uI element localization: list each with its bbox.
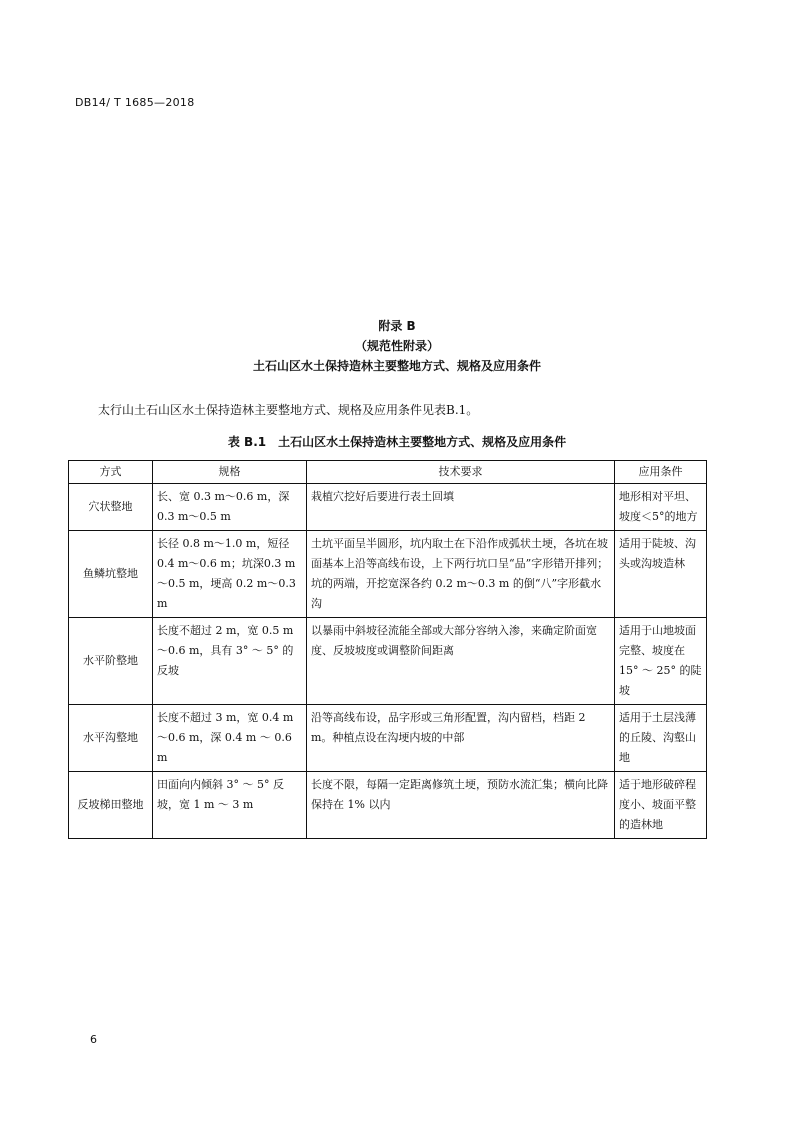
requirement-cell: 土坑平面呈半圆形，坑内取土在下沿作成弧状土埂，各坑在坡面基本上沿等高线布设，上下两行坑口呈“品”字形错开排列；坑的两端，开挖宽深各约 0.2 m～0.3 m 的倒“八”字形截水沟 [307, 531, 615, 618]
table-row [69, 705, 707, 772]
condition-cell: 适于地形破碎程度小、坡面平整的造林地 [615, 772, 707, 839]
condition-cell: 适用于山地坡面完整、坡度在 15° ～ 25° 的陡坡 [615, 618, 707, 705]
appendix-title: 土石山区水土保持造林主要整地方式、规格及应用条件 [252, 359, 541, 373]
method-cell: 鱼鳞坑整地 [69, 531, 153, 618]
table-row [69, 531, 707, 618]
spec-cell: 长径 0.8 m～1.0 m，短径 0.4 m～0.6 m；坑深0.3 m～0.5 m，埂高 0.2 m～0.3 m [153, 531, 307, 618]
site-preparation-table [68, 460, 707, 839]
condition-cell: 适用于土层浅薄的丘陵、沟壑山地 [615, 705, 707, 772]
method-cell: 水平沟整地 [69, 705, 153, 772]
table-row [69, 484, 707, 531]
spec-cell: 长、宽 0.3 m～0.6 m，深 0.3 m～0.5 m [153, 484, 307, 531]
appendix-label: 附录 B [378, 319, 416, 333]
spec-cell: 田面向内倾斜 3° ～ 5° 反坡，宽 1 m ～ 3 m [153, 772, 307, 839]
condition-cell: 适用于陡坡、沟头或沟坡造林 [615, 531, 707, 618]
table-row [69, 772, 707, 839]
requirement-cell: 沿等高线布设，品字形或三角形配置，沟内留档，档距 2 m。种植点设在沟埂内坡的中部 [307, 705, 615, 772]
table-row [69, 618, 707, 705]
appendix-type: （规范性附录） [354, 339, 439, 353]
method-cell: 水平阶整地 [69, 618, 153, 705]
condition-cell: 地形相对平坦、坡度＜5°的地方 [615, 484, 707, 531]
appendix-heading [0, 316, 794, 376]
method-cell: 穴状整地 [69, 484, 153, 531]
spec-cell: 长度不超过 2 m，宽 0.5 m～0.6 m，具有 3° ～ 5° 的反坡 [153, 618, 307, 705]
spec-cell: 长度不超过 3 m，宽 0.4 m ～0.6 m，深 0.4 m ～ 0.6 m [153, 705, 307, 772]
header-method: 方式 [69, 461, 153, 484]
method-cell: 反坡梯田整地 [69, 772, 153, 839]
requirement-cell: 栽植穴挖好后要进行表土回填 [307, 484, 615, 531]
page-number: 6 [90, 1033, 97, 1046]
table-caption: 表 B.1 土石山区水土保持造林主要整地方式、规格及应用条件 [227, 435, 567, 449]
intro-paragraph: 太行山土石山区水土保持造林主要整地方式、规格及应用条件见表B.1。 [98, 403, 479, 417]
header-condition: 应用条件 [615, 461, 707, 484]
header-spec: 规格 [153, 461, 307, 484]
requirement-cell: 以暴雨中斜坡径流能全部或大部分容纳入渗，来确定阶面宽度、反坡坡度或调整阶间距离 [307, 618, 615, 705]
table-header-row [69, 461, 707, 484]
header-requirement: 技术要求 [307, 461, 615, 484]
document-code: DB14/ T 1685—2018 [75, 96, 195, 109]
requirement-cell: 长度不限，每隔一定距离修筑土埂，预防水流汇集；横向比降保持在 1% 以内 [307, 772, 615, 839]
